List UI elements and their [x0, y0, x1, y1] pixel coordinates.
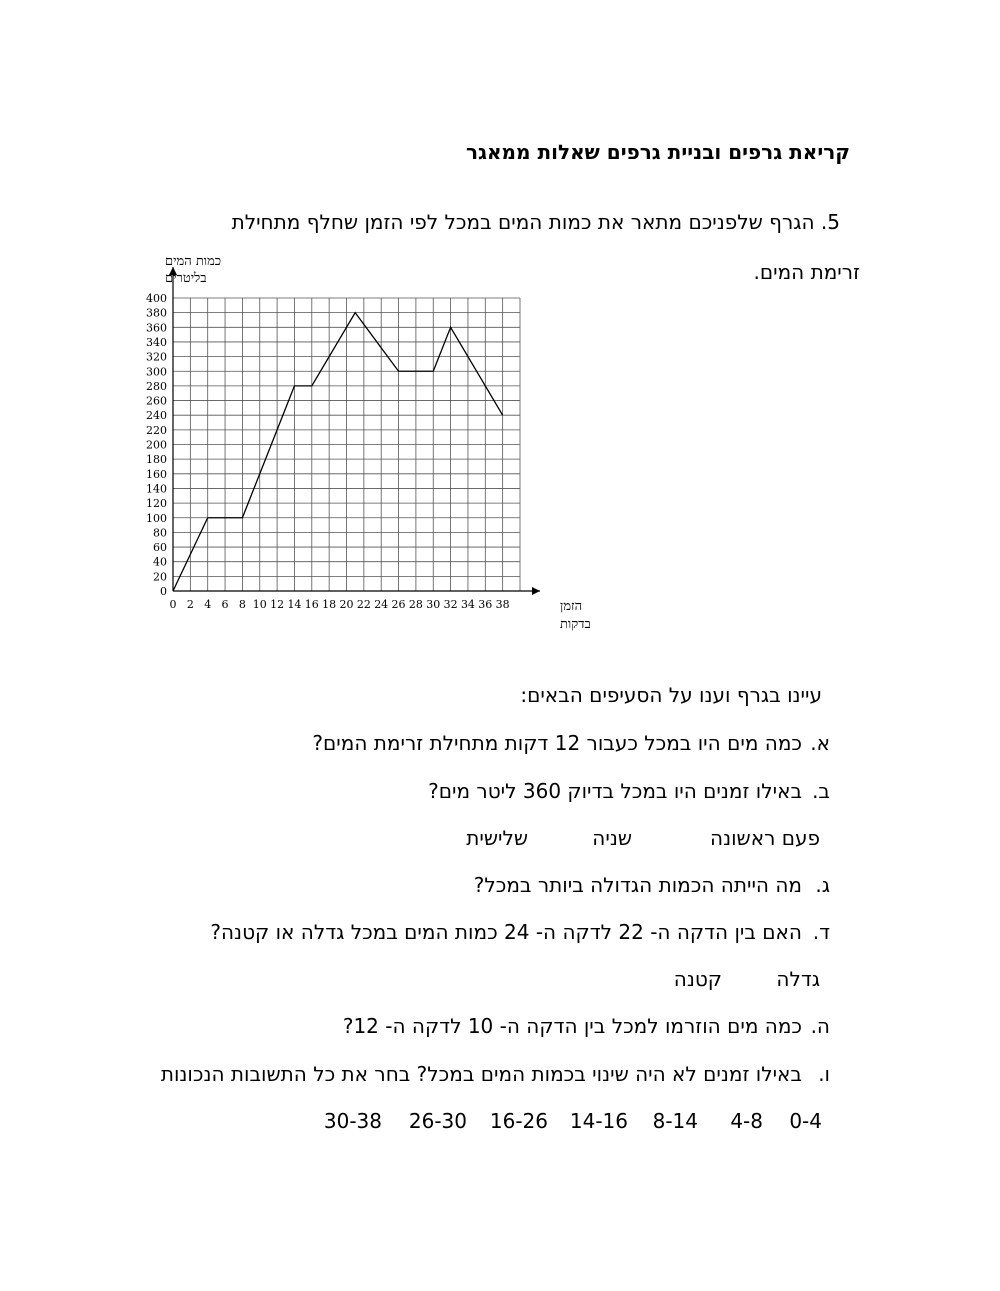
x-axis-label-line1: הזמן [560, 599, 583, 614]
y-tick-label: 400 [146, 292, 167, 305]
option-f-0-4[interactable]: 0-4 [789, 1109, 822, 1133]
water-volume-chart [100, 245, 591, 640]
question-a [312, 731, 830, 755]
question-b [428, 779, 830, 803]
x-tick-label: 20 [339, 598, 354, 611]
x-tick-label: 22 [356, 598, 371, 611]
question-intro-line1: 5. הגרף שלפניכם מתאר את כמות המים במכל לפי הזמן שחלף מתחילת [231, 210, 840, 234]
x-tick-label: 18 [322, 598, 337, 611]
y-tick-label: 180 [146, 453, 167, 467]
x-tick-label: 34 [460, 598, 475, 611]
y-tick-label: 280 [146, 379, 167, 393]
x-tick-label: 38 [495, 598, 510, 611]
question-intro-line2: זרימת המים. [753, 260, 860, 284]
y-tick-label: 300 [146, 365, 167, 379]
y-axis-label-line1: כמות המים [165, 254, 222, 269]
y-tick-labels [146, 292, 167, 598]
option-b-first[interactable]: פעם ראשונה [710, 826, 820, 850]
question-b-text: באילו זמנים היו במכל בדיוק 360 ליטר מים? [428, 779, 802, 803]
x-tick-label: 32 [443, 598, 458, 611]
x-tick-label: 30 [426, 598, 441, 611]
x-tick-label: 36 [478, 598, 493, 611]
y-tick-label: 380 [146, 306, 167, 320]
y-tick-label: 80 [153, 526, 167, 540]
x-tick-label: 0 [169, 598, 177, 611]
question-d-text: האם בין הדקה ה- 22 לדקה ה- 24 כמות המים במכל גדלה או קטנה? [210, 920, 802, 944]
question-d-letter: ד. [812, 920, 830, 944]
x-axis-arrow-icon [532, 587, 540, 595]
y-tick-label: 340 [146, 335, 167, 349]
option-f-4-8[interactable]: 4-8 [730, 1109, 763, 1133]
y-axis-label-line2: בליטרים [165, 271, 207, 286]
question-a-text: כמה מים היו במכל כעבור 12 דקות מתחילת זרימת המים? [312, 731, 802, 755]
y-tick-label: 40 [153, 555, 167, 569]
y-tick-label: 20 [153, 570, 167, 584]
x-tick-labels [170, 598, 510, 611]
y-tick-label: 260 [146, 394, 167, 408]
y-tick-label: 240 [146, 409, 167, 423]
data-line-layer [173, 313, 503, 591]
x-tick-label: 24 [374, 598, 389, 611]
y-tick-label: 140 [146, 482, 167, 496]
y-tick-label: 100 [146, 511, 167, 525]
x-tick-label: 12 [270, 598, 285, 611]
question-e-letter: ה. [810, 1014, 830, 1038]
question-c [474, 873, 830, 897]
y-tick-label: 320 [146, 350, 167, 364]
question-f [161, 1062, 830, 1086]
y-tick-label: 200 [146, 438, 167, 452]
y-tick-label: 360 [146, 321, 167, 335]
option-d-shrank[interactable]: קטנה [673, 967, 722, 991]
question-a-letter: א. [810, 731, 830, 755]
x-axis-label-line2: בדקות [560, 617, 591, 632]
y-tick-label: 120 [146, 497, 167, 511]
option-b-third[interactable]: שלישית [466, 826, 528, 850]
x-tick-label: 2 [186, 598, 194, 611]
option-f-14-16[interactable]: 14-16 [569, 1109, 628, 1133]
y-tick-label: 160 [146, 467, 167, 481]
x-tick-label: 14 [287, 598, 302, 611]
question-b-letter: ב. [812, 779, 830, 803]
x-tick-label: 10 [252, 598, 267, 611]
chart-axes [169, 267, 540, 595]
x-tick-label: 4 [204, 598, 212, 611]
question-e-text: כמה מים הוזרמו למכל בין הדקה ה- 10 לדקה ה- 12? [342, 1014, 802, 1038]
question-d [210, 920, 830, 944]
option-f-30-38[interactable]: 30-38 [323, 1109, 382, 1133]
x-tick-label: 6 [221, 598, 229, 611]
y-tick-label: 0 [160, 585, 167, 598]
y-tick-label: 220 [146, 423, 167, 437]
question-e [343, 1014, 830, 1038]
x-tick-label: 28 [408, 598, 423, 611]
question-c-text: מה הייתה הכמות הגדולה ביותר במכל? [473, 873, 802, 897]
data-line-water [173, 313, 503, 591]
option-f-16-26[interactable]: 16-26 [489, 1109, 548, 1133]
option-b-second[interactable]: שניה [592, 826, 632, 850]
instructions: עיינו בגרף וענו על הסעיפים הבאים: [520, 683, 822, 707]
option-f-26-30[interactable]: 26-30 [408, 1109, 467, 1133]
y-tick-label: 60 [153, 541, 167, 555]
chart-grid [173, 298, 520, 591]
x-tick-label: 26 [391, 598, 406, 611]
question-f-text: באילו זמנים לא היה שינוי בכמות המים במכל? בחר את כל התשובות הנכונות [160, 1062, 802, 1086]
option-f-8-14[interactable]: 8-14 [652, 1109, 698, 1133]
x-tick-label: 8 [238, 598, 246, 611]
question-c-letter: ג. [815, 873, 830, 897]
page-title: קריאת גרפים ובניית גרפים שאלות ממאגר [466, 140, 850, 164]
question-f-letter: ו. [818, 1062, 830, 1086]
x-tick-label: 16 [304, 598, 319, 611]
option-d-grew[interactable]: גדלה [776, 967, 820, 991]
